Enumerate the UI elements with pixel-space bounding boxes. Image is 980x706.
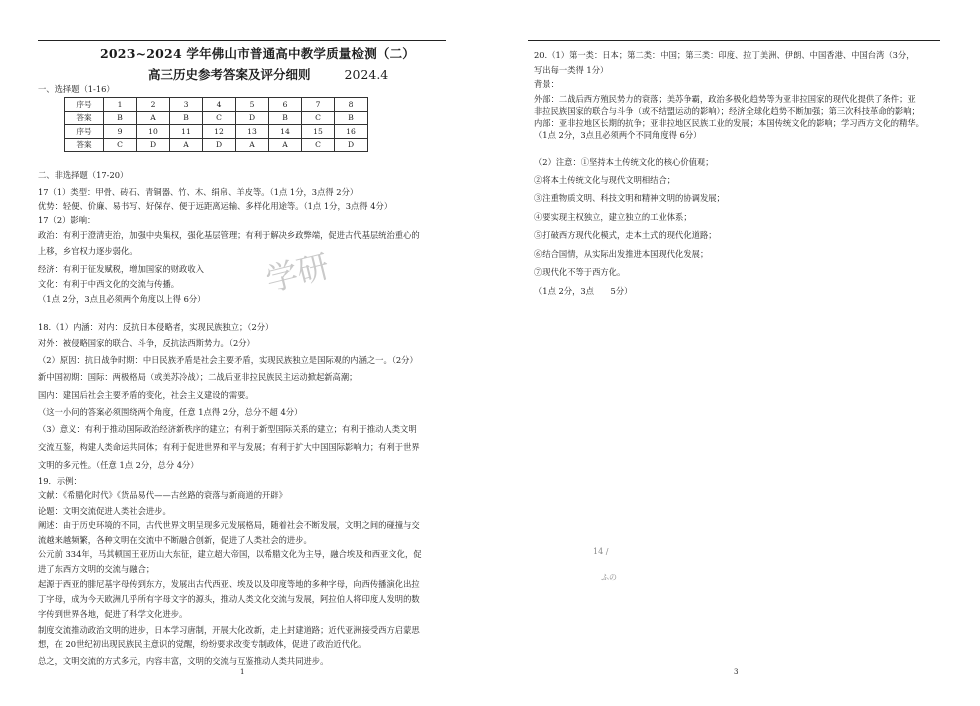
table-cell: B (104, 111, 137, 125)
text-line: 外部：二战后西方殖民势力的衰落；美苏争霸，政治多极化趋势等为亚非拉国家的现代化提供了条件；亚 (534, 94, 916, 104)
table-cell: A (236, 138, 269, 152)
text-line: 内部：亚非拉地区长期的抗争；亚非拉地区民族工业的发展；本国传统文化的影响；学习西方文化的精华。 (534, 118, 924, 128)
text-line: （这一小问的答案必须围绕两个角度，任意 1点得 2分，总分不超 4分） (38, 407, 303, 417)
watermark: 学研 (261, 246, 334, 300)
table-cell: B (170, 111, 203, 125)
document-subtitle (148, 65, 388, 83)
table-cell: 序号 (65, 98, 104, 112)
text-line: ⑤打破西方现代化模式，走本土式的现代化道路； (534, 230, 717, 240)
table-cell: C (203, 111, 236, 125)
table-cell: 6 (269, 98, 302, 112)
text-line: 阐述：由于历史环境的不同，古代世界文明呈现多元发展格局，随着社会不断发展，文明之间的碰撞与交 (38, 520, 420, 530)
table-cell: A (170, 138, 203, 152)
table-cell: 9 (104, 125, 137, 139)
table-cell: 3 (170, 98, 203, 112)
table-cell: 13 (236, 125, 269, 139)
page-number: 3 (734, 668, 739, 676)
table-cell: D (203, 138, 236, 152)
table-cell: 1 (104, 98, 137, 112)
text-line: ⑦现代化不等于西方化。 (534, 267, 626, 277)
section-heading: 二、非选择题（17-20） (38, 170, 129, 180)
text-line: 非拉民族国家的联合与斗争（或不结盟运动的影响）；经济全球化趋势不断加强；第三次科技革命的影响； (534, 106, 920, 116)
table-cell: 答案 (65, 138, 104, 152)
answer-table (64, 97, 368, 152)
top-rule (38, 40, 446, 41)
text-line: 进了东西方文明的交流与融合； (38, 564, 155, 574)
table-cell: C (104, 138, 137, 152)
answer-page-right (490, 0, 980, 706)
text-line: 经济：有利于征发赋税，增加国家的财政收入 (38, 264, 204, 274)
table-row (65, 111, 368, 125)
table-row (65, 125, 368, 139)
text-line: 19．示例： (38, 476, 82, 486)
subtitle-text: 高三历史参考答案及评分细则 (148, 67, 311, 82)
table-cell: D (335, 138, 368, 152)
top-rule (528, 40, 940, 41)
text-line: ③注重物质文明、科技文明和精神文明的协调发展； (534, 193, 725, 203)
text-line: 论题：文明交流促进人类社会进步。 (38, 506, 171, 516)
text-line: ⑥结合国情，从实际出发推进本国现代化发展； (534, 249, 709, 259)
table-cell: 2 (137, 98, 170, 112)
table-cell: 14 (269, 125, 302, 139)
text-line: （1点 2分，3点 5分） (534, 286, 633, 296)
text-line: （3）意义：有利于推动国际政治经济新秩序的建立；有利于新型国际关系的建立；有利于推动人类文明 (38, 424, 417, 434)
text-line: 文化：有利于中西文化的交流与传播。 (38, 279, 180, 289)
text-line: ②将本土传统文化与现代文明相结合； (534, 175, 676, 185)
exam-date: 2024.4 (344, 67, 389, 82)
handwritten-mark: ふの (601, 573, 617, 582)
handwritten-mark: 14 / (593, 547, 609, 556)
text-line: 字传到世界各地，促进了科学文化进步。 (38, 609, 188, 619)
table-row (65, 138, 368, 152)
table-cell: A (137, 111, 170, 125)
text-line: 交流互鉴，构建人类命运共同体；有利于促进世界和平与发展；有利于扩大中国国际影响力；有利于世界 (38, 442, 420, 452)
text-line: 18.（1）内涵：对内：反抗日本侵略者，实现民族独立；（2分） (38, 322, 274, 332)
table-cell: A (269, 138, 302, 152)
table-cell: D (236, 111, 269, 125)
text-line: 制度交流推动政治文明的进步，日本学习唐制，开展大化改新，走上封建道路；近代亚洲接受西方启蒙思 (38, 625, 420, 635)
table-cell: 7 (302, 98, 335, 112)
text-line: 背景： (534, 79, 559, 89)
page-number: 1 (240, 668, 245, 676)
table-cell: D (137, 138, 170, 152)
text-line: 公元前 334年，马其顿国王亚历山大东征，建立超大帝国，以希腊文化为主导，融合埃及和西亚文化，促 (38, 549, 422, 559)
table-cell: 16 (335, 125, 368, 139)
table-cell: C (302, 111, 335, 125)
text-line: 20.（1）第一类：日本；第二类：中国；第三类：印度、拉丁美洲、伊朗、中国香港、中国台湾（3分， (534, 50, 915, 60)
text-line: 17（1）类型：甲骨、砖石、青铜器、竹、木、绢帛、羊皮等。（1点 1分，3点得 2分） (38, 187, 359, 197)
table-cell: 11 (170, 125, 203, 139)
text-line: 文明的多元性。（任意 1点 2分，总分 4分） (38, 460, 199, 470)
text-line: 政治：有利于澄清吏治，加强中央集权，强化基层管理；有利于解决乡政弊端，促进古代基层统治重心的 (38, 230, 420, 240)
table-cell: 4 (203, 98, 236, 112)
table-cell: 10 (137, 125, 170, 139)
text-line: 流越来越频繁，各种文明在交流中不断融合创新，促进了人类社会的进步。 (38, 535, 312, 545)
text-line: （2）注意：①坚持本土传统文化的核心价值观； (534, 157, 714, 167)
text-line: 优势：轻便、价廉、易书写、好保存、便于远距离运输、多样化用途等。（1点 1分，3点得 4分） (38, 201, 393, 211)
text-line: ④要实现主权独立，建立独立的工业体系； (534, 212, 692, 222)
text-line: （1点 2分，3点且必须两个不同角度得 6分） (534, 130, 702, 140)
table-row (65, 98, 368, 112)
text-line: 丁字母，成为今天欧洲几乎所有字母文字的源头，推动人类文化交流与发展，阿拉伯人将印度人发明的数 (38, 594, 420, 604)
table-cell: 序号 (65, 125, 104, 139)
text-line: 对外：被侵略国家的联合、斗争，反抗法西斯势力。（2分） (38, 338, 255, 348)
text-line: 文献：《希腊化时代》《货品易代——古丝路的衰落与新商道的开辟》 (38, 490, 287, 500)
text-line: （1点 2分，3点且必须两个角度以上得 6分） (38, 294, 206, 304)
text-line: 17（2）影响： (38, 215, 96, 225)
table-cell: C (302, 138, 335, 152)
text-line: 总之，文明交流的方式多元，内容丰富，文明的交流与互鉴推动人类共同进步。 (38, 656, 329, 666)
text-line: 国内：建国后社会主要矛盾的变化，社会主义建设的需要。 (38, 390, 254, 400)
table-cell: 5 (236, 98, 269, 112)
text-line: （2）原因：抗日战争时期：中日民族矛盾是社会主要矛盾，实现民族独立是国际观的内涵之一。（2分） (38, 355, 418, 365)
text-line: 起源于西亚的腓尼基字母传到东方，发展出古代西亚、埃及以及印度等地的多种字母，向西传播演化出拉 (38, 579, 420, 589)
table-cell: B (335, 111, 368, 125)
table-cell: 8 (335, 98, 368, 112)
table-cell: 答案 (65, 111, 104, 125)
text-line: 写出每一类得 1分） (534, 65, 609, 75)
section-heading: 一、选择题（1-16） (38, 84, 115, 94)
text-line: 上移，乡官权力逐步弱化。 (38, 246, 138, 256)
text-line: 想，在 20世纪初出现民族民主意识的觉醒，纷纷要求改变专制政体，促进了政治近代化。 (38, 639, 367, 649)
document-title: 2023~2024 学年佛山市普通高中教学质量检测（二） (100, 46, 416, 61)
table-cell: B (269, 111, 302, 125)
text-line: 新中国初期：国际：两极格局（或美苏冷战）；二战后亚非拉民族民主运动掀起新高潮； (38, 372, 358, 382)
table-cell: 15 (302, 125, 335, 139)
table-cell: 12 (203, 125, 236, 139)
